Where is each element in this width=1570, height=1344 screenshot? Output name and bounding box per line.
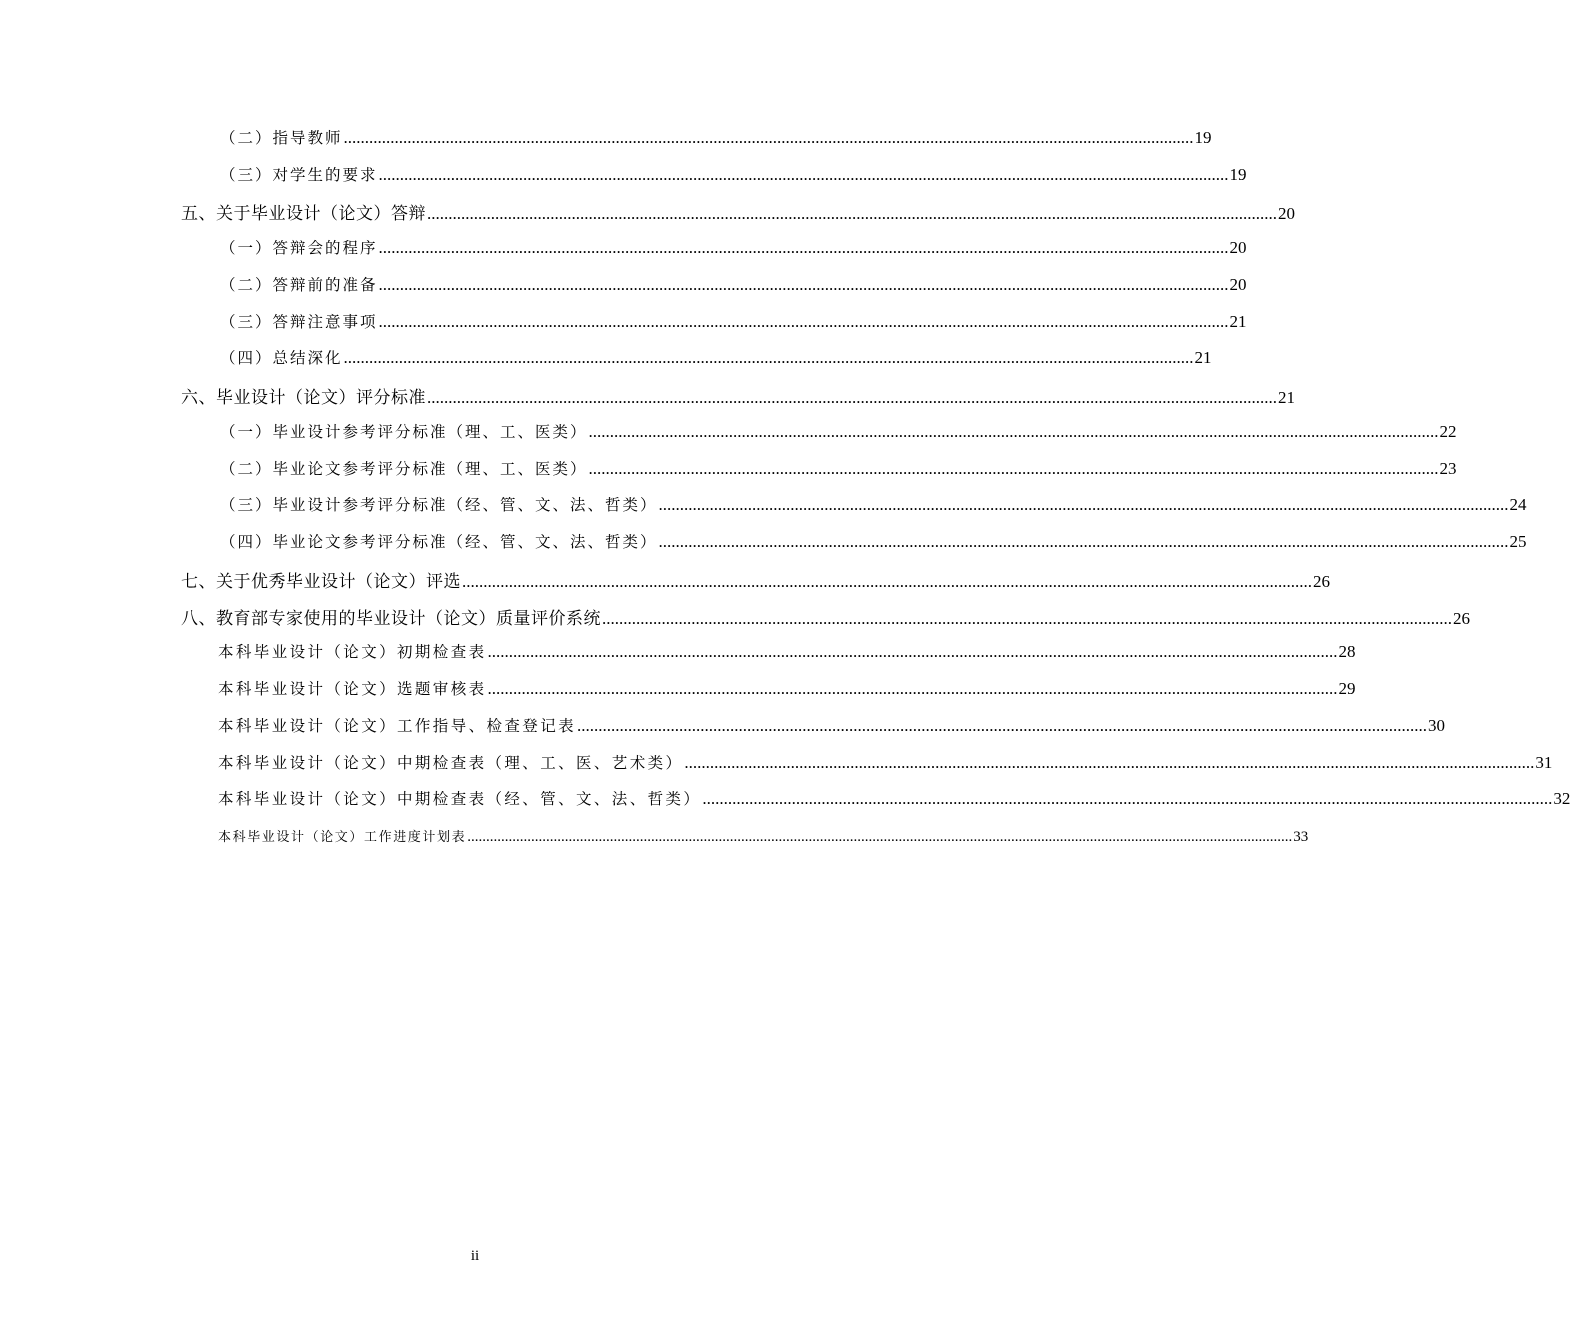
toc-entry[interactable] bbox=[218, 751, 1553, 773]
toc-entry-label: （二）毕业论文参考评分标准（理、工、医类） bbox=[220, 461, 588, 478]
leader-dots: ........................................................................................................................................................................................................ bbox=[378, 238, 1229, 257]
toc-entry-page: 19 bbox=[1194, 128, 1212, 147]
toc-entry-page: 32 bbox=[1553, 789, 1570, 808]
toc-entry-label: （一）毕业设计参考评分标准（理、工、医类） bbox=[220, 424, 588, 441]
toc-entry[interactable] bbox=[218, 787, 1570, 809]
toc-entry-label: （三）对学生的要求 bbox=[220, 167, 378, 184]
toc-entry-page: 19 bbox=[1229, 165, 1247, 184]
leader-dots: ........................................................................................................................................................................................................ bbox=[343, 128, 1194, 147]
toc-entry[interactable] bbox=[218, 826, 1309, 846]
toc-entry[interactable] bbox=[220, 493, 1527, 515]
toc-entry-label: 本科毕业设计（论文）选题审核表 bbox=[218, 681, 487, 698]
toc-entry[interactable] bbox=[220, 236, 1247, 258]
toc-entry-label: 本科毕业设计（论文）工作指导、检查登记表 bbox=[218, 718, 577, 735]
leader-dots: ........................................................................................................................................................................................................ bbox=[427, 388, 1277, 407]
toc-entry-page: 20 bbox=[1229, 275, 1247, 294]
leader-dots: ........................................................................................................................................................................................................ bbox=[588, 422, 1439, 441]
toc-entry[interactable] bbox=[220, 346, 1212, 368]
toc-entry-page: 25 bbox=[1509, 532, 1527, 551]
toc-entry[interactable] bbox=[181, 604, 1470, 629]
toc-entry[interactable] bbox=[220, 530, 1527, 552]
toc-entry-page: 20 bbox=[1229, 238, 1247, 257]
toc-entry-page: 21 bbox=[1194, 348, 1212, 367]
toc-entry[interactable] bbox=[220, 126, 1212, 148]
leader-dots: ........................................................................................................................................................................................................ bbox=[658, 495, 1509, 514]
toc-entry-page: 30 bbox=[1428, 716, 1446, 735]
toc-entry[interactable] bbox=[218, 640, 1356, 662]
toc-entry-label: 七、关于优秀毕业设计（论文）评选 bbox=[181, 572, 461, 591]
leader-dots: ........................................................................................................................................................................................................ bbox=[378, 275, 1229, 294]
toc-entry[interactable] bbox=[220, 163, 1247, 185]
toc-entry-label: （三）毕业设计参考评分标准（经、管、文、法、哲类） bbox=[220, 497, 658, 514]
toc-entry-page: 24 bbox=[1509, 495, 1527, 514]
leader-dots: ........................................................................................................................................................................................................ bbox=[487, 679, 1338, 698]
toc-entry-label: 本科毕业设计（论文）工作进度计划表 bbox=[218, 829, 467, 844]
toc-entry-label: 本科毕业设计（论文）中期检查表（经、管、文、法、哲类） bbox=[218, 791, 702, 808]
toc-entry[interactable] bbox=[181, 567, 1330, 592]
toc-entry-page: 23 bbox=[1439, 459, 1457, 478]
toc-entry[interactable] bbox=[220, 310, 1247, 332]
toc-entry-page: 26 bbox=[1313, 572, 1330, 591]
toc-entry[interactable] bbox=[181, 383, 1295, 408]
toc-entry-label: （一）答辩会的程序 bbox=[220, 240, 378, 257]
leader-dots: ........................................................................................................................................................................................................ bbox=[487, 642, 1338, 661]
toc-entry-page: 21 bbox=[1229, 312, 1247, 331]
toc-entry-label: 六、毕业设计（论文）评分标准 bbox=[181, 388, 426, 407]
page-number: ii bbox=[470, 1248, 480, 1264]
toc-entry-label: （二）指导教师 bbox=[220, 130, 343, 147]
toc-entry-label: 本科毕业设计（论文）初期检查表 bbox=[218, 644, 487, 661]
toc-entry-label: （三）答辩注意事项 bbox=[220, 314, 378, 331]
toc-entry[interactable] bbox=[218, 677, 1356, 699]
toc-entry-page: 29 bbox=[1338, 679, 1356, 698]
leader-dots: ............................................................................................................................................................................................................................ bbox=[467, 829, 1293, 845]
toc-entry[interactable] bbox=[218, 714, 1446, 736]
leader-dots: ........................................................................................................................................................................................................ bbox=[427, 204, 1277, 223]
toc-entry-page: 33 bbox=[1293, 829, 1309, 845]
toc-entry-label: （二）答辩前的准备 bbox=[220, 277, 378, 294]
leader-dots: ........................................................................................................................................................................................................ bbox=[684, 753, 1535, 772]
toc-entry-page: 28 bbox=[1338, 642, 1356, 661]
toc-entry-page: 21 bbox=[1278, 388, 1295, 407]
toc-entry-label: 本科毕业设计（论文）中期检查表（理、工、医、艺术类） bbox=[218, 755, 684, 772]
toc-entry[interactable] bbox=[220, 420, 1457, 442]
leader-dots: ........................................................................................................................................................................................................ bbox=[577, 716, 1428, 735]
leader-dots: ........................................................................................................................................................................................................ bbox=[588, 459, 1439, 478]
toc-entry-label: （四）毕业论文参考评分标准（经、管、文、法、哲类） bbox=[220, 534, 658, 551]
toc-entry[interactable] bbox=[220, 457, 1457, 479]
toc-entry[interactable] bbox=[181, 199, 1295, 224]
toc-entry-label: （四）总结深化 bbox=[220, 350, 343, 367]
leader-dots: ........................................................................................................................................................................................................ bbox=[658, 532, 1509, 551]
toc-entry-page: 20 bbox=[1278, 204, 1295, 223]
leader-dots: ........................................................................................................................................................................................................ bbox=[378, 312, 1229, 331]
leader-dots: ........................................................................................................................................................................................................ bbox=[378, 165, 1229, 184]
leader-dots: ........................................................................................................................................................................................................ bbox=[462, 572, 1312, 591]
leader-dots: ........................................................................................................................................................................................................ bbox=[343, 348, 1194, 367]
leader-dots: ........................................................................................................................................................................................................ bbox=[602, 609, 1452, 628]
toc-entry-label: 五、关于毕业设计（论文）答辩 bbox=[181, 204, 426, 223]
toc-entry[interactable] bbox=[220, 273, 1247, 295]
toc-entry-page: 31 bbox=[1535, 753, 1553, 772]
toc-entry-page: 26 bbox=[1453, 609, 1470, 628]
toc-entry-page: 22 bbox=[1439, 422, 1457, 441]
toc-entry-label: 八、教育部专家使用的毕业设计（论文）质量评价系统 bbox=[181, 609, 601, 628]
leader-dots: ........................................................................................................................................................................................................ bbox=[702, 789, 1553, 808]
